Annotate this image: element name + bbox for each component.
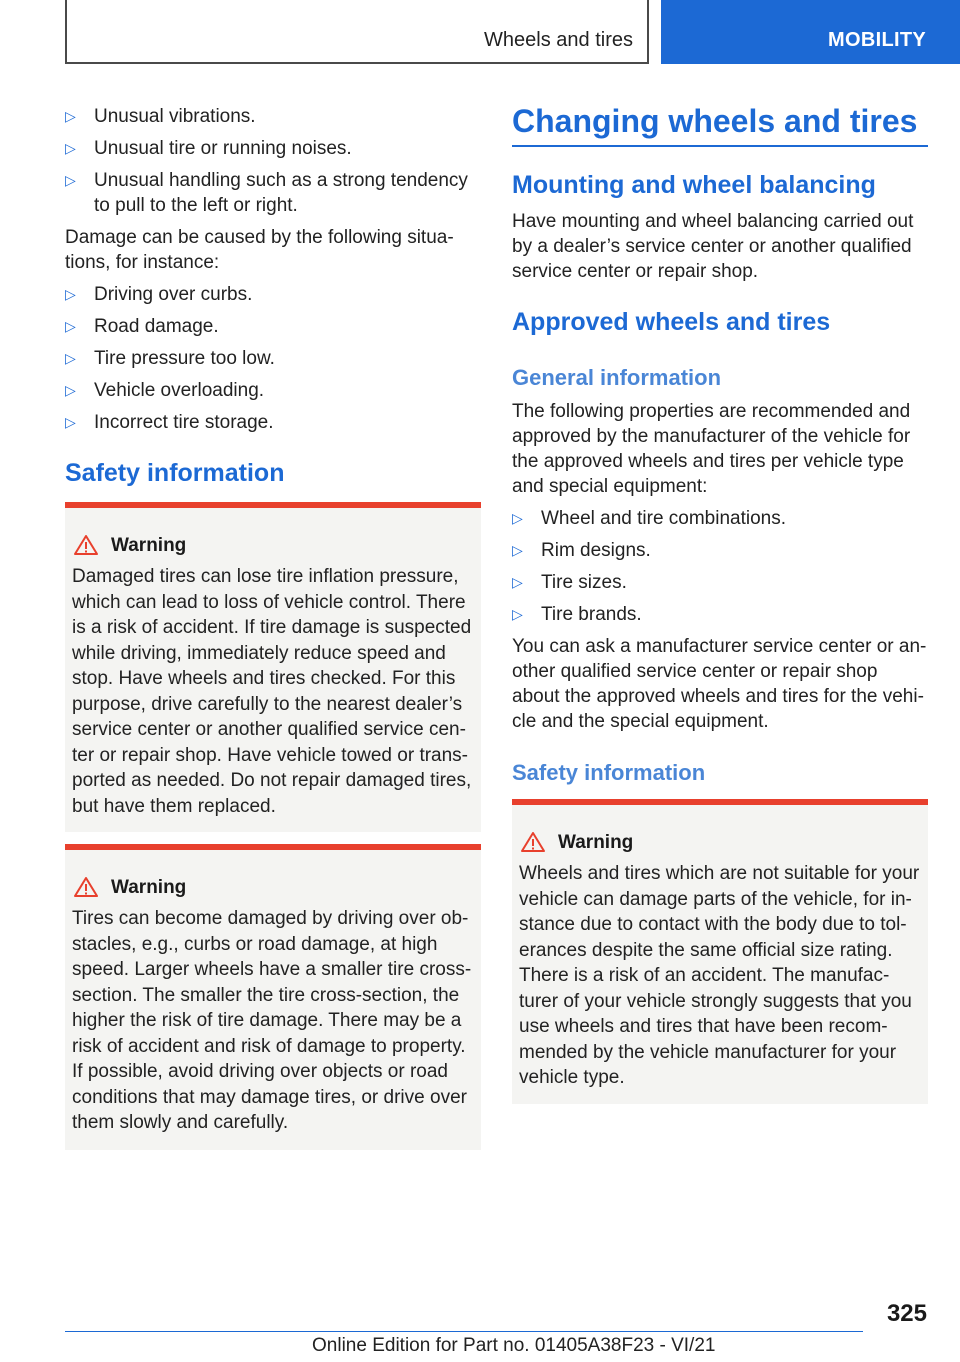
triangle-bullet-icon: ▷ xyxy=(65,318,76,334)
warning-triangle-icon xyxy=(73,876,99,898)
footer-edition: Online Edition for Part no. 01405A38F23 - VI/21 xyxy=(312,1335,716,1356)
section-heading: Approved wheels and tires xyxy=(512,308,831,336)
triangle-bullet-icon: ▷ xyxy=(512,606,523,622)
page-title: Changing wheels and tires xyxy=(512,103,918,139)
subsection-heading: Safety information xyxy=(512,760,706,785)
warning-text: Tires can become damaged by driving over ob-stacles, e.g., curbs or road damage, at high speed. Larger wheels have a smaller tire cross-section. The smaller the tire cross-section, the higher the risk of tire damage. There may be a risk of accident and risk of damage to property. If possible, avoid driving over objects or road conditions that may damage tires, or drive over them slowly and carefully. xyxy=(72,908,472,1133)
footer-rule xyxy=(65,1331,863,1332)
triangle-bullet-icon: ▷ xyxy=(65,382,76,398)
warning-box xyxy=(65,844,481,1150)
subsection-heading: General information xyxy=(512,365,722,390)
paragraph: You can ask a manufacturer service center or an-other qualified service center or repair shop about the approved wheels and tires for the vehi-cle and the special equipment. xyxy=(512,636,927,732)
triangle-bullet-icon: ▷ xyxy=(512,542,523,558)
warning-text: Wheels and tires which are not suitable for your vehicle can damage parts of the vehicle, for in-stance due to contact with the body due to tol-erances despite the same official size rating. There is a risk of an accident. The manufac-turer of your vehicle strongly suggests that you use wheels and tires that have been recom-mended by the vehicle manufacturer for your vehicle type. xyxy=(519,863,920,1088)
paragraph: Have mounting and wheel balancing carried out by a dealer’s service center or another qualified service center or repair shop. xyxy=(512,211,914,282)
warning-title: Warning xyxy=(558,832,634,853)
heading-rule xyxy=(512,145,928,147)
paragraph: Damage can be caused by the following situa-tions, for instance: xyxy=(65,227,454,273)
section-heading: Mounting and wheel balancing xyxy=(512,171,876,199)
triangle-bullet-icon: ▷ xyxy=(65,172,76,188)
triangle-bullet-icon: ▷ xyxy=(65,414,76,430)
triangle-bullet-icon: ▷ xyxy=(65,108,76,124)
header-section-tab xyxy=(65,0,649,64)
section-heading: Safety information xyxy=(65,459,285,487)
warning-box xyxy=(65,502,481,832)
triangle-bullet-icon: ▷ xyxy=(512,510,523,526)
warning-text: Damaged tires can lose tire inflation pressure, which can lead to loss of vehicle control. There is a risk of accident. If tire damage is suspected while driving, immediately reduce speed and stop. Have wheels and tires checked. For this purpose, drive carefully to the nearest dealer’s service center or another qualified service cen-ter or repair shop. Have vehicle towed or trans-ported as needed. Do not repair damaged tires, but have them replaced. xyxy=(72,566,472,817)
triangle-bullet-icon: ▷ xyxy=(65,286,76,302)
section-title: Wheels and tires xyxy=(484,29,633,51)
triangle-bullet-icon: ▷ xyxy=(65,140,76,156)
page-number: 325 xyxy=(886,1300,927,1327)
triangle-bullet-icon: ▷ xyxy=(65,350,76,366)
warning-triangle-icon xyxy=(73,534,99,556)
warning-triangle-icon xyxy=(520,831,546,853)
chapter-title: MOBILITY xyxy=(828,29,926,51)
warning-title: Warning xyxy=(111,535,187,556)
triangle-bullet-icon: ▷ xyxy=(512,574,523,590)
header-chapter-tab xyxy=(661,0,960,64)
paragraph: The following properties are recommended and approved by the manufacturer of the vehicle for the approved wheels and tires per vehicle type and special equipment: xyxy=(512,401,911,497)
warning-title: Warning xyxy=(111,877,187,898)
warning-box xyxy=(512,799,928,1104)
